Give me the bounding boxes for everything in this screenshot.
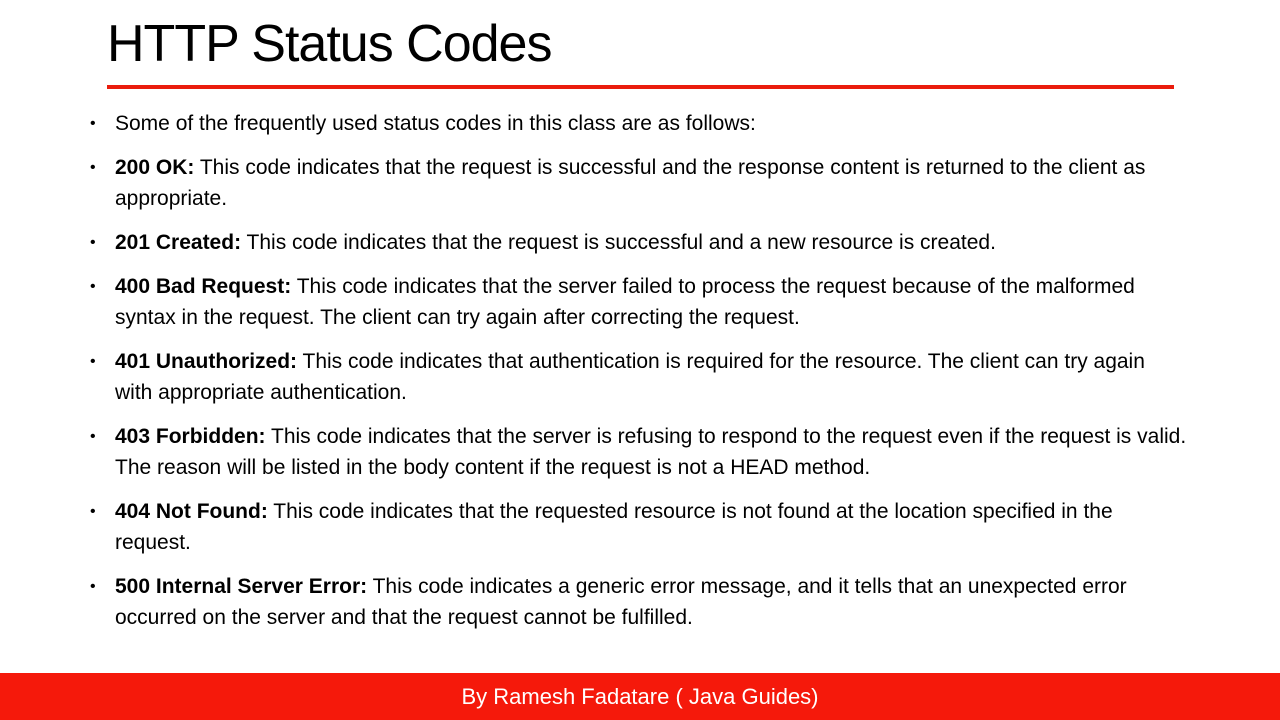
status-code-description: This code indicates a generic error message, and it tells that an unexpected error occurred on the server and that the request cannot be fulfilled. xyxy=(115,575,1127,629)
bullet-dot-icon: • xyxy=(90,234,96,251)
bullet-item-404 xyxy=(88,496,1188,558)
bullet-item-201 xyxy=(88,227,1188,258)
bullet-dot-icon: • xyxy=(90,159,96,176)
status-code-label: 400 Bad Request: xyxy=(115,275,292,298)
bullet-item-intro xyxy=(88,108,1188,139)
status-code-description: This code indicates that authentication is required for the resource. The client can try again with appropriate authentication. xyxy=(115,350,1145,404)
bullet-text: Some of the frequently used status codes in this class are as follows: xyxy=(115,112,756,135)
bullet-text xyxy=(115,421,1188,483)
title-underline xyxy=(107,85,1174,89)
bullet-text xyxy=(115,152,1188,214)
status-code-description: This code indicates that the server failed to process the request because of the malformed syntax in the request. The client can try again after correcting the request. xyxy=(115,275,1135,329)
status-code-label: 403 Forbidden: xyxy=(115,425,266,448)
bullet-dot-icon: • xyxy=(90,353,96,370)
bullet-text xyxy=(115,271,1188,333)
bullet-dot-icon: • xyxy=(90,578,96,595)
status-code-label: 201 Created: xyxy=(115,231,242,254)
bullet-item-403 xyxy=(88,421,1188,483)
status-code-label: 401 Unauthorized: xyxy=(115,350,298,373)
status-code-description: This code indicates that the server is refusing to respond to the request even if the request is valid. The reason will be listed in the body content if the request is not a HEAD method. xyxy=(115,425,1187,479)
slide-title: HTTP Status Codes xyxy=(107,15,552,73)
bullet-text xyxy=(115,346,1188,408)
status-code-description: This code indicates that the requested resource is not found at the location specified in the request. xyxy=(115,500,1113,554)
footer-credit: By Ramesh Fadatare ( Java Guides) xyxy=(461,683,819,709)
status-code-label: 500 Internal Server Error: xyxy=(115,575,368,598)
status-code-label: 200 OK: xyxy=(115,156,195,179)
bullet-item-200 xyxy=(88,152,1188,214)
bullet-item-500 xyxy=(88,571,1188,633)
bullet-dot-icon: • xyxy=(90,428,96,445)
footer-bar xyxy=(0,673,1280,720)
bullet-dot-icon: • xyxy=(90,115,96,132)
bullet-text xyxy=(115,496,1188,558)
bullet-dot-icon: • xyxy=(90,278,96,295)
bullet-dot-icon: • xyxy=(90,503,96,520)
bullet-text xyxy=(115,227,1188,258)
bullet-item-401 xyxy=(88,346,1188,408)
status-code-description: This code indicates that the request is successful and the response content is returned to the client as appropriate. xyxy=(115,156,1146,210)
bullet-item-400 xyxy=(88,271,1188,333)
status-code-label: 404 Not Found: xyxy=(115,500,268,523)
bullet-list xyxy=(88,108,1188,646)
status-code-description: This code indicates that the request is successful and a new resource is created. xyxy=(241,231,996,254)
bullet-text xyxy=(115,571,1188,633)
